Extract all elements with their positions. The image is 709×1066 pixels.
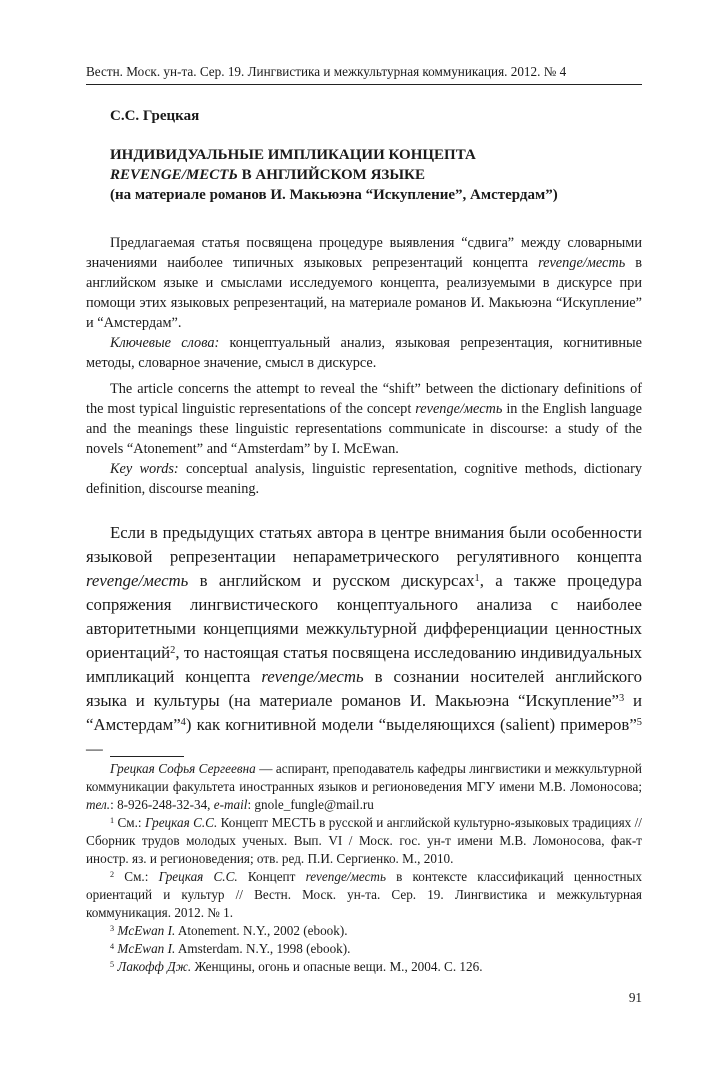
footnote-number: 5 <box>110 959 115 969</box>
footnote-text: Концепт МЕСТЬ в русской и английской культурно-языковых традициях // Сборник трудов молодых ученых. Вып. VI / Моск. гос. ун-т имени М.В. Ломоносова, фак-т иностр. яз. и регионоведения; отв. ред. П.И. Сергиенко. М., 2010. <box>86 815 642 866</box>
title-line-2-rest: В АНГЛИЙСКОМ ЯЗЫКЕ <box>237 167 425 183</box>
body-text-run: , то настоящая статья посвящена исследованию индивидуальных импликаций концепта <box>86 643 642 686</box>
footnote-number: 4 <box>110 941 115 951</box>
abstract-ru <box>86 233 642 333</box>
footnote-rule <box>110 756 184 757</box>
footnote-text: Концепт <box>237 869 306 884</box>
footnote-author-name: McEwan I. <box>117 941 176 956</box>
footnote-3 <box>86 922 642 940</box>
abstract-ru-concept: revenge/месть <box>538 255 626 271</box>
abstract-en-concept: revenge/месть <box>415 401 503 417</box>
email-label: e-mail <box>213 797 248 812</box>
footnote-author <box>86 760 642 814</box>
email-value[interactable]: : gnole_fungle@mail.ru <box>247 797 374 812</box>
footnote-ref-2[interactable]: 2 <box>170 644 176 656</box>
footnote-ref-3[interactable]: 3 <box>618 692 625 704</box>
body-text-run: в сознании носителей английского языка и культуры (на материале романов И. Макьюэна “Искупление” <box>86 667 642 710</box>
footnote-text: в контексте классификаций ценностных ориентаций и культур // Вестн. Моск. ун-та. Сер. 19. Лингвистика и межкультурная коммуникация. 2012. № 1. <box>86 869 642 920</box>
footnote-5 <box>86 958 642 976</box>
footnote-author-name: Грецкая С.С. <box>158 869 238 884</box>
abstract-ru-text-2: в английском языке и смыслами исследуемого концепта, реализуемыми в дискурсе при помощи этих языковых репрезентаций, на материале романов И. Макьюэна “Искупление” и “Амстердам”. <box>86 255 642 331</box>
title-subtitle: (на материале романов И. Макьюэна “Искупление”, Амстердам”) <box>110 187 558 203</box>
header-rule <box>86 84 642 85</box>
keywords-ru <box>86 333 642 373</box>
keywords-ru-label: Ключевые слова: <box>110 335 220 351</box>
keywords-en-text: conceptual analysis, linguistic representation, cognitive methods, dictionary definition, discourse meaning. <box>86 461 643 497</box>
body-text-run: в английском и русском дискурсах <box>188 571 475 590</box>
footnote-number: 2 <box>110 869 115 879</box>
footnote-text: См.: <box>114 869 159 884</box>
body-text-run: — <box>86 739 103 758</box>
tel-value: : 8-926-248-32-34, <box>110 797 214 812</box>
footnote-ref-5[interactable]: 5 <box>636 716 642 728</box>
keywords-en <box>86 459 642 499</box>
body-paragraph <box>86 521 642 761</box>
abstract-en-text-2: in the English language and the meanings these linguistic representations communicate in discourse: a study of the novels “Atonement” and “Amsterdam” by I. McEwan. <box>86 401 642 457</box>
abstract <box>86 233 642 499</box>
footnote-author-name: McEwan I. <box>117 923 176 938</box>
author-name: Грецкая Софья Сергеевна <box>110 761 256 776</box>
footnote-number: 1 <box>110 815 115 825</box>
footnote-4 <box>86 940 642 958</box>
footnote-text: Atonement. N.Y., 2002 (ebook). <box>175 923 348 938</box>
footnote-number: 3 <box>110 923 115 933</box>
footnote-1 <box>86 814 642 868</box>
page-number: 91 <box>628 990 642 1005</box>
article-title <box>110 145 650 205</box>
body-text-run: и “Амстердам” <box>86 691 642 734</box>
footnote-ref-4[interactable]: 4 <box>180 716 186 728</box>
title-concept: REVENGE/МЕСТЬ <box>110 167 238 183</box>
running-head: Вестн. Моск. ун-та. Сер. 19. Лингвистика и межкультурная коммуникация. 2012. № 4 <box>86 64 567 79</box>
body-concept: revenge/месть <box>86 571 189 590</box>
body-text-run: , а также процедура сопряжения лингвистического концептуального анализа с наиболее авторитетными концепциями межкультурной дифференциации ценностных ориентаций <box>86 571 642 662</box>
abstract-en-text: The article concerns the attempt to reveal the “shift” between the dictionary definitions of the most typical linguistic representations of the concept <box>86 381 642 417</box>
body-concept: revenge/месть <box>261 667 364 686</box>
abstract-en <box>86 379 642 459</box>
author-info: — аспирант, преподаватель кафедры лингвистики и межкультурной коммуникации факультета иностранных языков и регионоведения МГУ имени М.В. Ломоносова; <box>86 761 642 794</box>
footnote-text: См.: <box>114 815 145 830</box>
footnotes <box>86 760 642 976</box>
keywords-en-label: Key words: <box>110 461 179 477</box>
title-line-2 <box>110 165 650 185</box>
title-line-1: ИНДИВИДУАЛЬНЫЕ ИМПЛИКАЦИИ КОНЦЕПТА <box>110 147 476 163</box>
footnote-text: Женщины, огонь и опасные вещи. М., 2004. С. 126. <box>191 959 483 974</box>
footnote-text: Amsterdam. N.Y., 1998 (ebook). <box>175 941 351 956</box>
footnote-author-name: Лакофф Дж. <box>117 959 192 974</box>
tel-label: тел. <box>86 797 111 812</box>
footnote-concept: revenge/месть <box>305 869 386 884</box>
body-text <box>86 521 642 761</box>
abstract-ru-text: Предлагаемая статья посвящена процедуре выявления “сдвига” между словарными значениями наиболее типичных языковых репрезентаций концепта <box>86 235 642 271</box>
footnote-author-name: Грецкая С.С. <box>144 815 218 830</box>
footnote-ref-1[interactable]: 1 <box>474 572 480 584</box>
keywords-ru-text: концептуальный анализ, языковая репрезентация, когнитивные методы, словарное значение, смысл в дискурсе. <box>86 335 643 371</box>
footnote-2 <box>86 868 642 922</box>
body-text-run: Если в предыдущих статьях автора в центре внимания были особенности языковой репрезентации непараметрического регулятивного концепта <box>86 523 642 566</box>
body-text-run: ) как когнитивной модели “выделяющихся (salient) примеров” <box>185 715 637 734</box>
article-author: С.С. Грецкая <box>110 108 200 124</box>
